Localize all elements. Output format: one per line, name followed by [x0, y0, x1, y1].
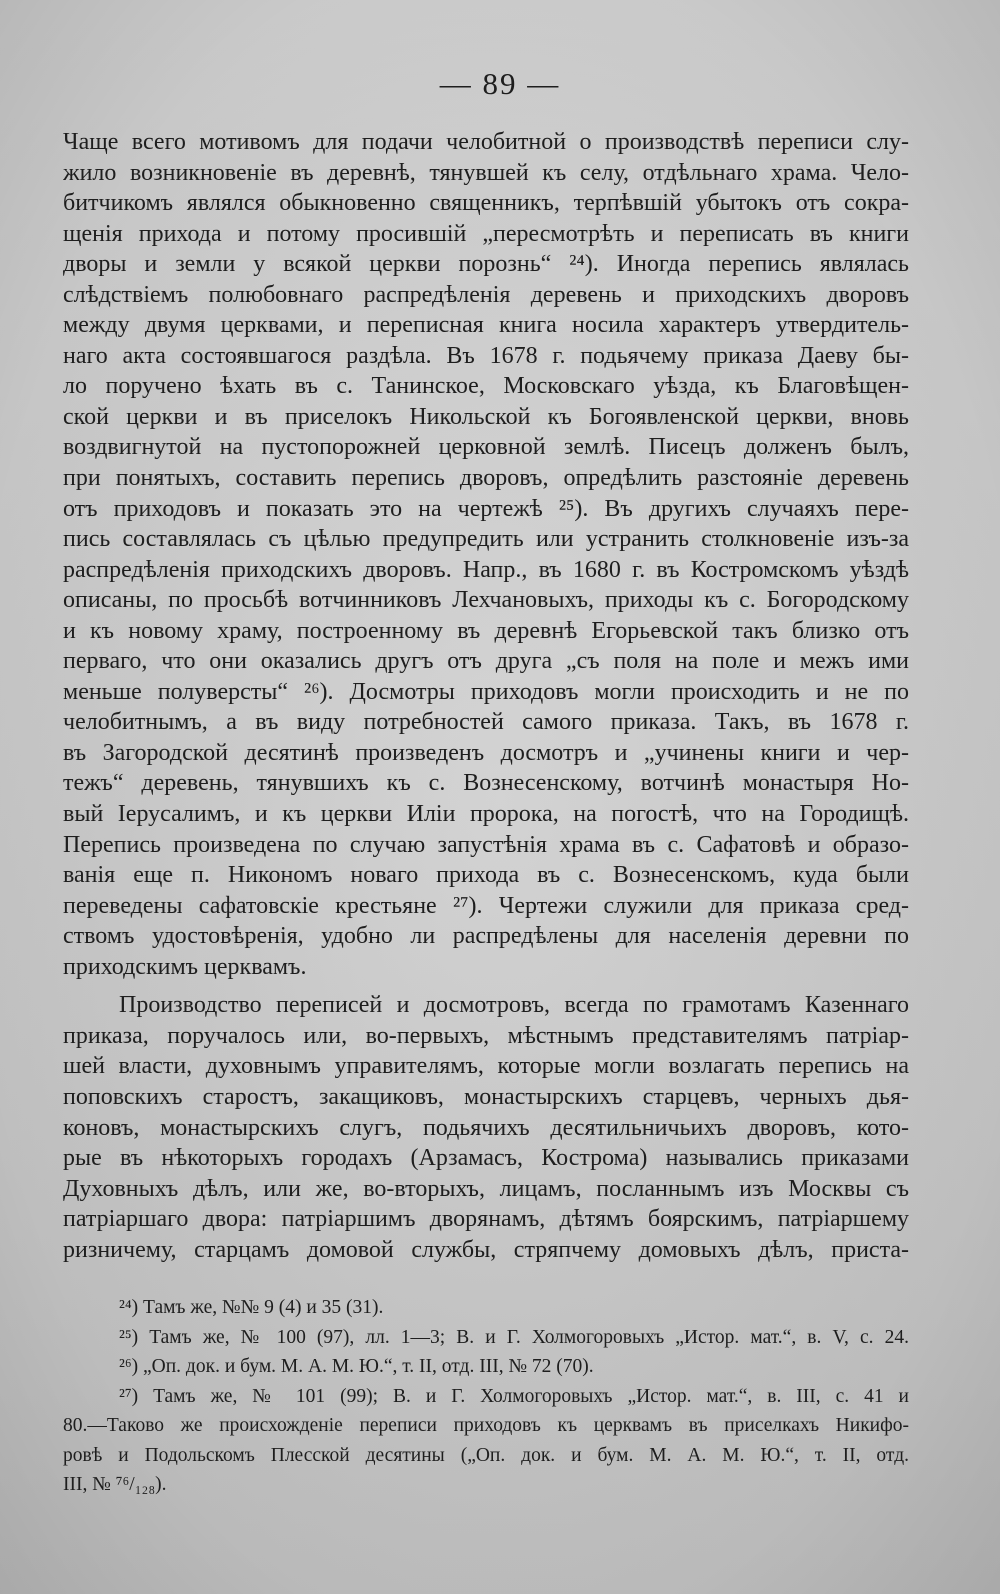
footnote-27-continued: 80.—Таково же происхожденіе переписи приходовъ къ церквамъ въ приселкахъ Никифо- — [63, 1415, 909, 1436]
text-line: воздвигнутой на пустопорожней церковной землѣ. Писецъ долженъ былъ, — [63, 434, 909, 461]
text-line: пись составлялась съ цѣлью предупредить или устранить столкновеніе изъ-за — [63, 526, 909, 553]
text-line: при понятыхъ, составить перепись дворовъ, опредѣлить разстояніе деревень — [63, 465, 909, 492]
text-line: ствомъ удостовѣренія, удобно ли распредѣлены для населенія деревни по — [63, 923, 909, 950]
text-line: патріаршаго двора: патріаршимъ дворянамъ, дѣтямъ боярскимъ, патріаршему — [63, 1206, 909, 1233]
text-line: описаны, по просьбѣ вотчинниковъ Лехчановыхъ, приходы къ с. Богородскому — [63, 587, 909, 614]
text-line: Духовныхъ дѣлъ, или же, во-вторыхъ, лицамъ, посланнымъ изъ Москвы съ — [63, 1175, 909, 1202]
text-line: челобитнымъ, а въ виду потребностей самого приказа. Такъ, въ 1678 г. — [63, 709, 909, 736]
text-line: вый Іерусалимъ, и къ церкви Иліи пророка, на погостѣ, что на Городищѣ. — [63, 801, 909, 828]
text-line: отъ приходовъ и показать это на чертежѣ ²⁵). Въ другихъ случаяхъ пере- — [63, 495, 909, 522]
text-line: ванія еще п. Никономъ новаго прихода въ с. Вознесенскомъ, куда были — [63, 862, 909, 889]
footnote-27: ²⁷) Тамъ же, № 101 (99); В. и Г. Холмогоровыхъ „Истор. мат.“, в. III, с. 41 и — [119, 1385, 909, 1407]
text-line: битчикомъ являлся обыкновенно священникъ, терпѣвшій убытокъ отъ сокра- — [63, 190, 909, 217]
footnote-27-continued: ровѣ и Подольскомъ Плесской десятины („Оп. док. и бум. М. А. М. Ю.“, т. II, отд. — [63, 1444, 909, 1466]
text-line: въ Загородской десятинѣ произведенъ досмотръ и „учинены книги и чер- — [63, 739, 909, 766]
footnote-25: ²⁵) Тамъ же, № 100 (97), лл. 1—3; В. и Г. Холмогоровыхъ „Истор. мат.“, в. V, с. 24. — [119, 1326, 909, 1348]
text-line: рые въ нѣкоторыхъ городахъ (Арзамасъ, Кострома) назывались приказами — [63, 1145, 909, 1172]
text-line: коновъ, монастырскихъ слугъ, подьячихъ десятильничьихъ дворовъ, кото- — [63, 1114, 909, 1141]
text-line: между двумя церквами, и переписная книга носила характеръ утвердитель- — [63, 312, 909, 339]
text-line: ризничему, старцамъ домовой службы, стряпчему домовыхъ дѣлъ, приста- — [63, 1236, 909, 1263]
main-text — [63, 127, 909, 1265]
paragraph-gap — [63, 982, 909, 990]
footnotes — [63, 1293, 909, 1500]
text-line: жило возникновеніе въ деревнѣ, тянувшей къ селу, отдѣльнаго храма. Чело- — [63, 159, 909, 186]
text-line: тежъ“ деревень, тянувшихъ къ с. Вознесенскому, вотчинѣ монастыря Но- — [63, 770, 909, 797]
text-line: щенія прихода и потому просившій „пересмотрѣть и переписать въ книги — [63, 220, 909, 247]
text-line: слѣдствіемъ полюбовнаго распредѣленія деревень и приходскихъ дворовъ — [63, 281, 909, 308]
text-line: Чаще всего мотивомъ для подачи челобитной о производствѣ переписи слу- — [63, 129, 909, 155]
text-line: распредѣленія приходскихъ дворовъ. Напр., въ 1680 г. въ Костромскомъ уѣздѣ — [63, 556, 909, 583]
text-line: приходскимъ церквамъ. — [63, 953, 307, 980]
text-line: приказа, поручалось или, во-первыхъ, мѣстнымъ представителямъ патріар- — [63, 1022, 909, 1049]
text-line: перваго, что они оказались другъ отъ друга „съ поля на поле и межъ ими — [63, 648, 909, 675]
text-line: Перепись произведена по случаю запустѣнія храма въ с. Сафатовѣ и образо- — [63, 831, 909, 858]
page-number: — 89 — — [439, 66, 561, 101]
footnote-26: ²⁶) „Оп. док. и бум. М. А. М. Ю.“, т. II, отд. III, № 72 (70). — [119, 1356, 594, 1377]
footnote-27-continued: III, № ⁷⁶/₁₂₈). — [63, 1474, 167, 1495]
text-line: шей власти, духовнымъ управителямъ, которые могли возлагать перепись на — [63, 1053, 909, 1080]
text-line: ло поручено ѣхать въ с. Танинское, Московскаго уѣзда, къ Благовѣщен- — [63, 373, 909, 400]
text-line: меньше полуверсты“ ²⁶). Досмотры приходовъ могли происходить и не по — [63, 678, 909, 705]
text-line: и къ новому храму, построенному въ деревнѣ Егорьевской такъ близко отъ — [63, 617, 909, 644]
text-line: наго акта состоявшагося раздѣла. Въ 1678 г. подьячему приказа Даеву бы- — [63, 342, 909, 369]
text-line: переведены сафатовскіе крестьяне ²⁷). Чертежи служили для приказа сред- — [63, 892, 909, 919]
text-line: дворы и земли у всякой церкви порознь“ ²⁴). Иногда перепись являлась — [63, 251, 909, 278]
text-line: ской церкви и въ приселокъ Никольской къ Богоявленской церкви, вновь — [63, 403, 909, 430]
text-line: поповскихъ старостъ, закащиковъ, монастырскихъ старцевъ, черныхъ дья- — [63, 1083, 909, 1110]
text-line: Производство переписей и досмотровъ, всегда по грамотамъ Казеннаго — [119, 992, 909, 1019]
footnote-24: ²⁴) Тамъ же, №№ 9 (4) и 35 (31). — [119, 1297, 384, 1318]
